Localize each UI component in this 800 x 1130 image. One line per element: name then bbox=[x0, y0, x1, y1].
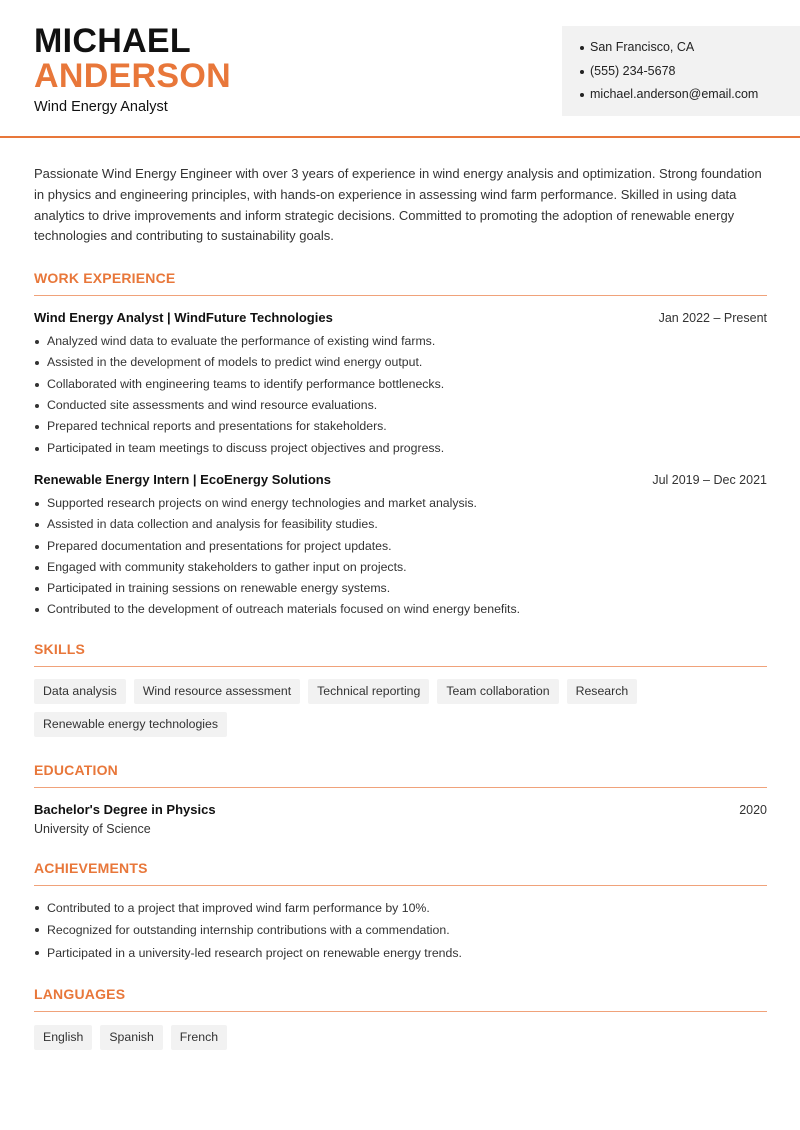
list-item: Recognized for outstanding internship contributions with a commendation. bbox=[34, 919, 767, 942]
education-heading: EDUCATION bbox=[34, 762, 767, 788]
skill-chip: Renewable energy technologies bbox=[34, 712, 227, 737]
job-role: Wind Energy Analyst | WindFuture Technologies bbox=[34, 310, 333, 326]
skills-section bbox=[34, 641, 767, 737]
skill-chip: Technical reporting bbox=[308, 679, 429, 704]
skills-heading: SKILLS bbox=[34, 641, 767, 667]
school-name: University of Science bbox=[34, 821, 151, 836]
resume-body bbox=[34, 164, 767, 1050]
summary-paragraph: Passionate Wind Energy Engineer with over 3 years of experience in wind energy analysis and optimization. Strong foundation in physics and engineering principles, with hands-on experience in assessing wind farm performance. Skilled in using data analytics to drive improvements and inform strategic decisions. Committed to promoting the adoption of renewable energy technologies and contributing to sustainability goals. bbox=[34, 166, 762, 244]
languages-section bbox=[34, 986, 767, 1050]
list-item: Engaged with community stakeholders to gather input on projects. bbox=[34, 557, 767, 578]
job-title: Wind Energy Analyst bbox=[34, 99, 168, 115]
job-dates: Jul 2019 – Dec 2021 bbox=[652, 472, 767, 487]
list-item: Contributed to a project that improved wind farm performance by 10%. bbox=[34, 897, 767, 920]
job-entry bbox=[34, 310, 767, 459]
list-item: Assisted in the development of models to predict wind energy output. bbox=[34, 352, 767, 373]
last-name: ANDERSON bbox=[34, 57, 231, 95]
skill-chip: Team collaboration bbox=[437, 679, 558, 704]
job-entry bbox=[34, 472, 767, 621]
list-item: Participated in training sessions on renewable energy systems. bbox=[34, 578, 767, 599]
language-chip: English bbox=[34, 1025, 92, 1050]
language-chip: Spanish bbox=[100, 1025, 162, 1050]
languages-heading: LANGUAGES bbox=[34, 986, 767, 1012]
contact-box bbox=[562, 26, 800, 116]
list-item: Prepared technical reports and presentations for stakeholders. bbox=[34, 416, 767, 437]
contact-location: San Francisco, CA bbox=[580, 36, 782, 60]
list-item: Analyzed wind data to evaluate the performance of existing wind farms. bbox=[34, 331, 767, 352]
work-experience-section bbox=[34, 270, 767, 621]
contact-email[interactable]: michael.anderson@email.com bbox=[580, 83, 782, 107]
job-role: Renewable Energy Intern | EcoEnergy Solutions bbox=[34, 471, 331, 487]
contact-phone: (555) 234-5678 bbox=[580, 60, 782, 84]
job-dates: Jan 2022 – Present bbox=[658, 311, 767, 326]
list-item: Participated in a university-led research project on renewable energy trends. bbox=[34, 942, 767, 965]
list-item: Collaborated with engineering teams to identify performance bottlenecks. bbox=[34, 374, 767, 395]
skill-chip: Data analysis bbox=[34, 679, 126, 704]
achievements-section bbox=[34, 860, 767, 965]
achievements-heading: ACHIEVEMENTS bbox=[34, 860, 767, 886]
list-item: Participated in team meetings to discuss project objectives and progress. bbox=[34, 438, 767, 459]
list-item: Conducted site assessments and wind resource evaluations. bbox=[34, 395, 767, 416]
work-experience-heading: WORK EXPERIENCE bbox=[34, 270, 767, 296]
education-section bbox=[34, 762, 767, 836]
skill-chip: Research bbox=[567, 679, 638, 704]
list-item: Contributed to the development of outreach materials focused on wind energy benefits. bbox=[34, 599, 767, 620]
resume-header bbox=[0, 0, 800, 138]
list-item: Supported research projects on wind energy technologies and market analysis. bbox=[34, 493, 767, 514]
list-item: Prepared documentation and presentations for project updates. bbox=[34, 536, 767, 557]
graduation-year: 2020 bbox=[739, 802, 767, 817]
skill-chip: Wind resource assessment bbox=[134, 679, 300, 704]
language-chip: French bbox=[171, 1025, 227, 1050]
full-name bbox=[34, 24, 231, 94]
degree: Bachelor's Degree in Physics bbox=[34, 801, 216, 817]
first-name: MICHAEL bbox=[34, 22, 191, 60]
list-item: Assisted in data collection and analysis for feasibility studies. bbox=[34, 514, 767, 535]
